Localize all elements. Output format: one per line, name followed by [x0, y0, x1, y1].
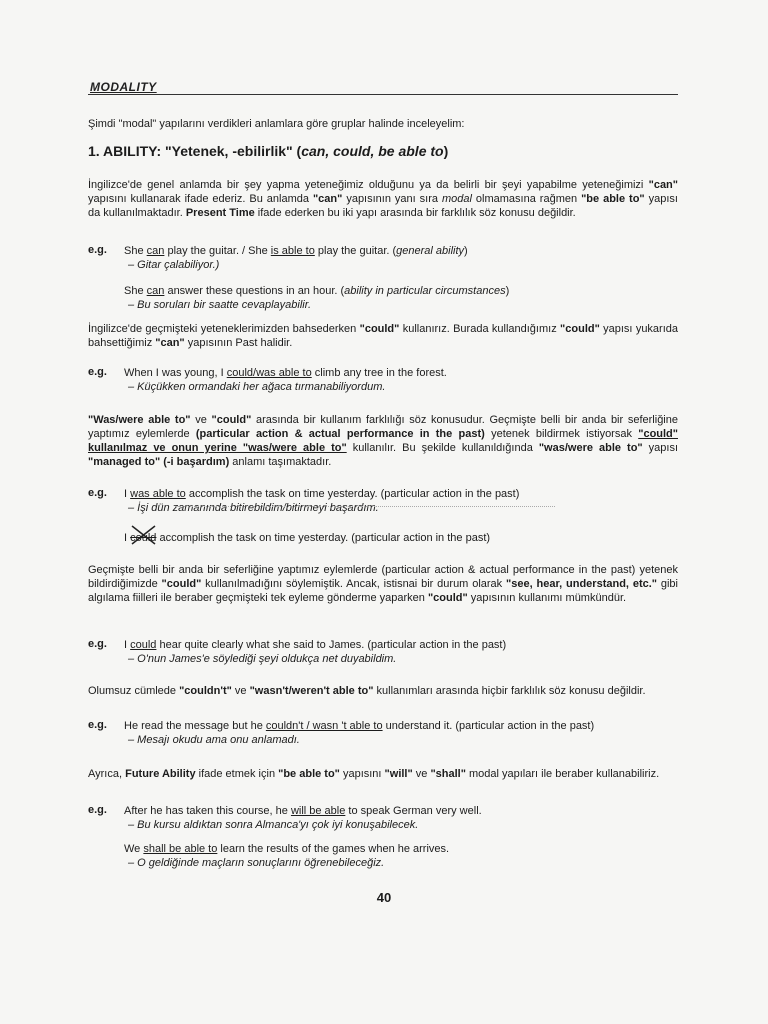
ex1-text: She [124, 245, 147, 257]
ex6-translation: – O'nun James'e söylediği şeyi oldukça net duyabildim. [128, 653, 397, 665]
ex4-translation: – İşi dün zamanında bitirebildim/bitirmeyi başardım. [128, 502, 379, 514]
ex5-text: I [124, 532, 131, 544]
para4-bold: "see, hear, understand, etc." [506, 578, 657, 590]
ex3-text: climb any tree in the forest. [311, 367, 447, 379]
example-label: e.g. [88, 366, 107, 378]
para2-bold: "could" [359, 323, 400, 335]
example-8 [124, 804, 684, 832]
paragraph-4 [88, 563, 678, 605]
para1-text: İngilizce'de genel anlamda bir şey yapma yeteneğimiz olduğunu ya da belirli bir şeyi yapabilme yeteneğimizi [88, 179, 649, 191]
example-1 [124, 244, 684, 272]
para4-text: yapısının kullanımı mümkündür. [467, 592, 627, 604]
example-4 [124, 487, 684, 515]
para6-bold: Future Ability [125, 768, 196, 780]
ex1-italic: general ability [396, 245, 465, 257]
ex8-text: to speak German very well. [345, 805, 482, 817]
para2-bold: "can" [155, 337, 185, 349]
para3-text: yapısı [642, 442, 679, 454]
para1-bold: Present Time [185, 207, 255, 219]
example-label: e.g. [88, 244, 107, 256]
paragraph-3 [88, 413, 678, 469]
para1-italic: modal [441, 193, 472, 205]
dotted-rule [175, 506, 555, 507]
para3-bold: "was/were able to" [538, 442, 643, 454]
para3-bold: (particular action & actual performance in the past) [195, 428, 485, 440]
para3-bold: "managed to" (-i başardım) [88, 456, 230, 468]
example-label: e.g. [88, 638, 107, 650]
example-3 [124, 366, 684, 394]
ex7-translation: – Mesajı okudu ama onu anlamadı. [128, 734, 300, 746]
para3-text: yetenek bildirmek istiyorsak [484, 428, 639, 440]
ex2-text: answer these questions in an hour. ( [164, 285, 345, 297]
ex3-text: When I was young, I [124, 367, 227, 379]
para5-bold: "couldn't" [179, 685, 232, 697]
ex4-underline: was able to [130, 488, 186, 500]
para3-bold-underline: "could" kullanılmaz ve onun yerine "was/were able to" [88, 428, 678, 454]
para1-text: yapısı da kullanılmaktadır. [88, 193, 678, 219]
ex5-text: accomplish the task on time yesterday. (particular action in the past) [156, 532, 491, 544]
para6-bold: "shall" [430, 768, 466, 780]
para6-bold: "be able to" [278, 768, 340, 780]
ex1-underline: is able to [270, 245, 315, 257]
example-6 [124, 638, 684, 666]
section-heading [88, 143, 448, 159]
header-rule [88, 94, 678, 95]
ex6-underline: could [130, 639, 157, 651]
para3-bold: "Was/were able to" [88, 414, 191, 426]
ex1-text: play the guitar. ( [314, 245, 397, 257]
ex1-underline: can [146, 245, 165, 257]
ex4-text: accomplish the task on time yesterday. (particular action in the past) [185, 488, 520, 500]
example-7 [124, 719, 684, 747]
ex8-underline: will be able [290, 805, 346, 817]
para6-text: Ayrıca, [88, 768, 126, 780]
ex7-text: understand it. (particular action in the past) [382, 720, 595, 732]
para3-text: ve [190, 414, 212, 426]
para6-text: yapısını [339, 768, 385, 780]
paragraph-5 [88, 684, 678, 698]
ex1-text: play the guitar. / She [164, 245, 271, 257]
ex2-text: She [124, 285, 147, 297]
ex2-translation: – Bu soruları bir saatte cevaplayabilir. [128, 299, 312, 311]
ex8-translation: – Bu kursu aldıktan sonra Almanca'yı çok iyi konuşabilecek. [128, 819, 419, 831]
para3-text: arasında bir kullanım farklılığı söz konusudur. Geçmişte belli bir anda bir seferliğine yaptımız eylemlerde [88, 414, 678, 440]
ex2-italic: ability in particular circumstances [344, 285, 506, 297]
example-label: e.g. [88, 719, 107, 731]
para2-text: yapısının Past halidir. [184, 337, 293, 349]
page-number: 40 [376, 890, 392, 905]
para1-text: yapısının yanı sıra [342, 193, 442, 205]
para1-bold: "be able to" [581, 193, 645, 205]
para3-text: kullanılır. Bu şekilde kullanıldığında [346, 442, 539, 454]
para3-text: anlamı taşımaktadır. [229, 456, 332, 468]
paragraph-2 [88, 322, 678, 350]
para1-text: yapısını kullanarak ifade ederiz. Bu anlamda [88, 193, 313, 205]
ex6-text: hear quite clearly what she said to James. (particular action in the past) [156, 639, 507, 651]
ex4-text: I [124, 488, 131, 500]
example-label: e.g. [88, 487, 107, 499]
para4-text: Geçmişte belli bir anda bir seferliğine yaptımız eylemlerde (particular action & actual performance in the past) yetenek bildirdiğimizde [88, 564, 678, 590]
heading-suffix: ) [443, 143, 449, 159]
ex1-translation: – Gitar çalabiliyor.) [128, 259, 220, 271]
paragraph-6 [88, 767, 678, 781]
cross-out-icon [129, 524, 159, 546]
para4-text: kullanılmadığını söylemiştik. Ancak, istisnai bir durum olarak [201, 578, 507, 590]
example-2 [124, 284, 684, 312]
para3-bold: "could" [211, 414, 252, 426]
ex9-text: We [124, 843, 144, 855]
para5-text: kullanımları arasında hiçbir farklılık söz konusu değildir. [373, 685, 646, 697]
para2-text: yapısı yukarıda bahsettiğimiz [88, 323, 679, 349]
section-header: MODALITY [90, 80, 157, 94]
para1-text: olmamasına rağmen [471, 193, 582, 205]
ex3-underline: could/was able to [226, 367, 312, 379]
ex9-translation: – O geldiğinde maçların sonuçlarını öğrenebileceğiz. [128, 857, 385, 869]
ex2-text: ) [505, 285, 510, 297]
heading-italic: can, could, be able to [301, 143, 444, 159]
para1-text: ifade ederken bu iki yapı arasında bir farklılık söz konusu değildir. [254, 207, 576, 219]
para5-bold: "wasn't/weren't able to" [249, 685, 374, 697]
heading-prefix: 1. ABILITY: "Yetenek, -ebilirlik" ( [88, 143, 302, 159]
para6-text: ve [412, 768, 431, 780]
example-5 [124, 531, 684, 545]
ex2-underline: can [146, 285, 165, 297]
ex9-underline: shall be able to [143, 843, 218, 855]
intro-text: Şimdi "modal" yapılarını verdikleri anlamlara göre gruplar halinde inceleyelim: [88, 118, 465, 130]
para6-text: modal yapıları ile beraber kullanabiliriz. [465, 768, 660, 780]
ex3-translation: – Küçükken ormandaki her ağaca tırmanabiliyordum. [128, 381, 386, 393]
para1-bold: "can" [648, 179, 678, 191]
para4-bold: "could" [427, 592, 468, 604]
ex9-text: learn the results of the games when he arrives. [217, 843, 450, 855]
para6-text: ifade etmek için [195, 768, 279, 780]
para6-bold: "will" [384, 768, 413, 780]
ex1-text: ) [464, 245, 468, 257]
para2-text: kullanırız. Burada kullandığımız [399, 323, 561, 335]
para4-bold: "could" [161, 578, 202, 590]
paragraph-1 [88, 178, 678, 220]
ex6-text: I [124, 639, 131, 651]
para1-bold: "can" [312, 193, 343, 205]
para5-text: ve [231, 685, 250, 697]
example-label: e.g. [88, 804, 107, 816]
para4-text: gibi algılama fiilleri ile beraber geçmişteki tek eyleme gönderme yaparken [88, 578, 678, 604]
ex5-crossed-word: could [130, 532, 157, 544]
ex8-text: After he has taken this course, he [124, 805, 291, 817]
para2-bold: "could" [560, 323, 600, 335]
para2-text: İngilizce'de geçmişteki yeteneklerimizden bahsederken [88, 323, 360, 335]
ex7-text: He read the message but he [124, 720, 266, 732]
example-9 [124, 842, 684, 870]
para5-text: Olumsuz cümlede [88, 685, 180, 697]
ex7-underline: couldn't / wasn 't able to [265, 720, 383, 732]
